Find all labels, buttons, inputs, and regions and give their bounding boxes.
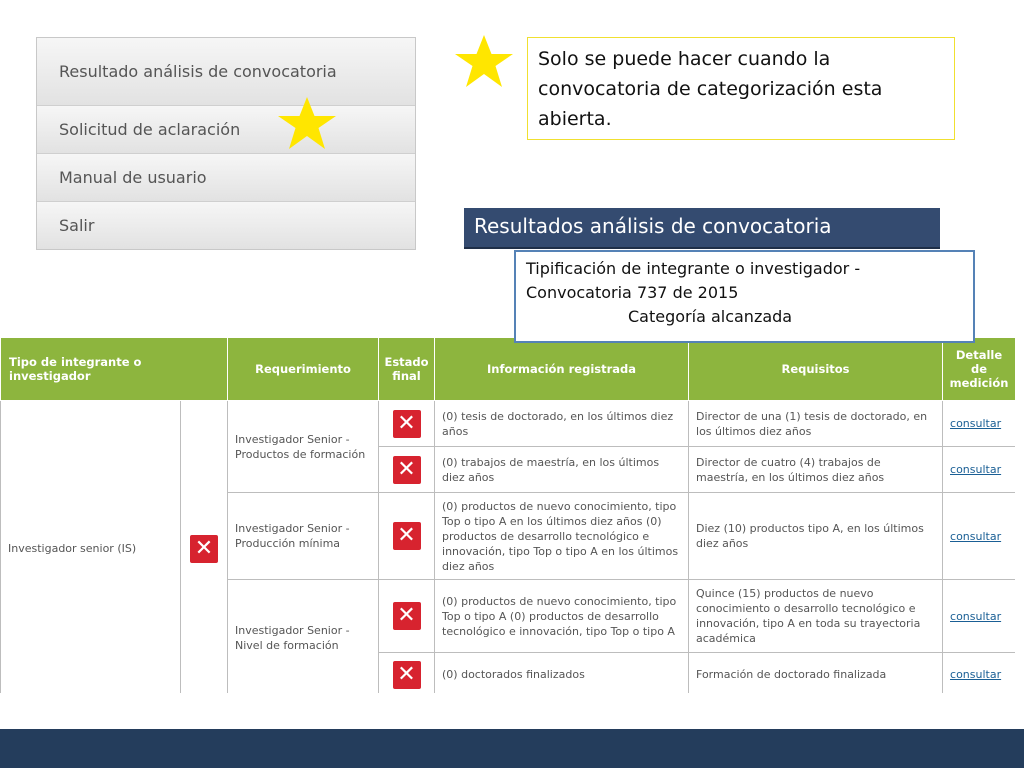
- note-box: [527, 37, 955, 140]
- menu-item-resultado-analisis[interactable]: [37, 38, 415, 106]
- note-text: Solo se puede hacer cuando la convocatoria de categorización esta abierta.: [538, 48, 883, 130]
- menu-item-manual-usuario[interactable]: [37, 154, 415, 202]
- x-icon: ✕: [393, 456, 421, 484]
- menu-item-solicitud-aclaracion[interactable]: [37, 106, 415, 154]
- x-icon: ✕: [393, 602, 421, 630]
- status-cell: [379, 401, 435, 447]
- requisitos-cell: Formación de doctorado finalizada: [689, 653, 943, 694]
- info-cell: (0) productos de nuevo conocimiento, tipo Top o tipo A (0) productos de desarrollo tecnológico e innovación, tipo Top o tipo A: [435, 580, 689, 653]
- info-cell: (0) productos de nuevo conocimiento, tipo Top o tipo A en los últimos diez años (0) productos de desarrollo tecnológico e innovación, tipo Top o tipo A en los últimos diez años: [435, 493, 689, 580]
- consultar-link[interactable]: consultar: [950, 529, 1002, 543]
- requirement-cell: Investigador Senior - Productos de formación: [228, 401, 379, 493]
- menu-item-label: Salir: [59, 215, 95, 235]
- detalle-cell: [943, 493, 1015, 580]
- menu-item-label: Resultado análisis de convocatoria: [59, 61, 337, 81]
- detalle-cell: [943, 447, 1015, 493]
- col-header-detalle: Detalle de medición: [943, 338, 1015, 401]
- requisitos-cell: Diez (10) productos tipo A, en los últimos diez años: [689, 493, 943, 580]
- x-icon: ✕: [393, 661, 421, 689]
- side-menu: [36, 37, 416, 250]
- star-icon: [275, 96, 339, 150]
- consultar-link[interactable]: consultar: [950, 609, 1002, 623]
- requisitos-cell: Quince (15) productos de nuevo conocimiento o desarrollo tecnológico e innovación, tipo A en toda su trayectoria académica: [689, 580, 943, 653]
- status-cell: [379, 580, 435, 653]
- type-status-cell: [181, 401, 228, 694]
- status-cell: [379, 653, 435, 694]
- x-icon: ✕: [190, 535, 218, 563]
- results-title: Resultados análisis de convocatoria: [474, 214, 832, 238]
- consultar-link[interactable]: consultar: [950, 417, 1002, 430]
- info-cell: (0) tesis de doctorado, en los últimos diez años: [435, 401, 689, 447]
- requisitos-cell: Director de cuatro (4) trabajos de maestría, en los últimos diez años: [689, 447, 943, 493]
- type-cell: Investigador senior (IS): [1, 401, 181, 694]
- requirement-cell: Investigador Senior - Producción mínima: [228, 493, 379, 580]
- status-cell: [379, 493, 435, 580]
- table-row: [1, 401, 1016, 447]
- detalle-cell: [943, 580, 1015, 653]
- menu-item-salir[interactable]: [37, 202, 415, 249]
- results-title-bar: [464, 208, 940, 249]
- col-header-requerimiento: Requerimiento: [228, 338, 379, 401]
- categoria-alcanzada-label: Categoría alcanzada: [628, 307, 793, 326]
- menu-item-label: Solicitud de aclaración: [59, 119, 241, 139]
- menu-item-label: Manual de usuario: [59, 167, 207, 187]
- star-icon: [452, 34, 516, 88]
- table-header-row: [1, 338, 1016, 401]
- requisitos-cell: Director de una (1) tesis de doctorado, en los últimos diez años: [689, 401, 943, 447]
- x-icon: ✕: [393, 410, 421, 438]
- footer-bar: [0, 729, 1024, 768]
- info-cell: (0) trabajos de maestría, en los últimos diez años: [435, 447, 689, 493]
- info-cell: (0) doctorados finalizados: [435, 653, 689, 694]
- requirement-cell: Investigador Senior - Nivel de formación: [228, 580, 379, 694]
- col-header-estado: Estado final: [379, 338, 435, 401]
- x-icon: ✕: [393, 522, 421, 550]
- tipificacion-title: Tipificación de integrante o investigador - Convocatoria 737 de 2015: [526, 259, 861, 302]
- consultar-link[interactable]: consultar: [950, 668, 1002, 681]
- results-table-container: [0, 337, 1015, 693]
- col-header-informacion: Información registrada: [435, 338, 689, 401]
- results-table: [0, 337, 1015, 693]
- col-header-requisitos: Requisitos: [689, 338, 943, 401]
- consultar-link[interactable]: consultar: [950, 463, 1002, 476]
- detalle-cell: [943, 401, 1015, 447]
- status-cell: [379, 447, 435, 493]
- tipificacion-box: [514, 250, 975, 343]
- col-header-tipo: Tipo de integrante o investigador: [1, 338, 228, 401]
- detalle-cell: [943, 653, 1015, 694]
